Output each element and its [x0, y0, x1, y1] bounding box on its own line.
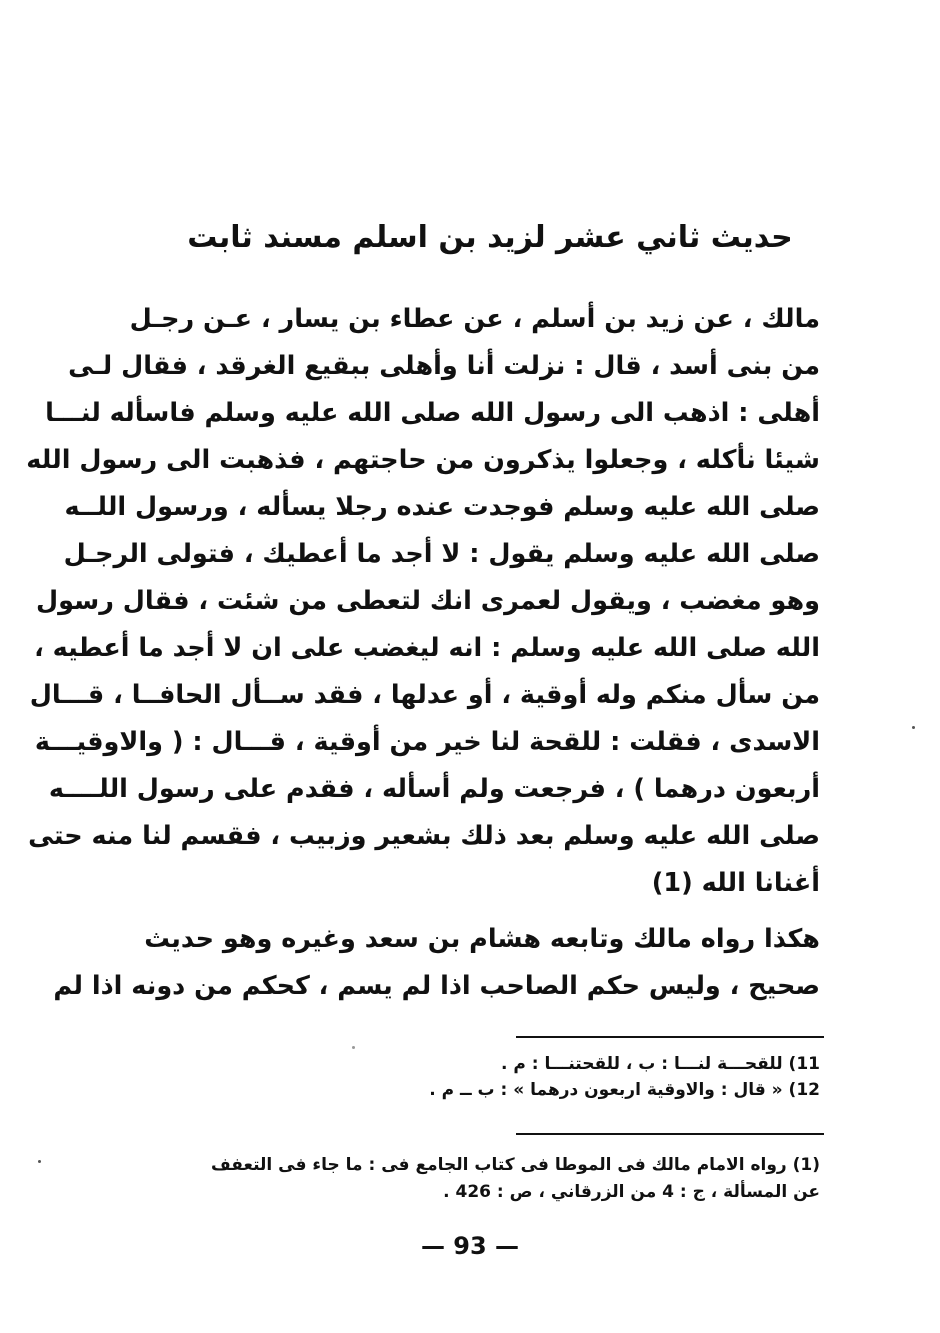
scan-speck — [352, 1046, 355, 1049]
narration-line: صلى الله عليه وسلم يقول : لا أجد ما أعطيك ، فتولى الرجـل — [63, 539, 820, 569]
footnotes — [180, 1152, 820, 1206]
footnote-line: (1) رواه الامام مالك فى الموطا فى كتاب الجامع فى : ما جاء فى التعفف — [211, 1155, 820, 1175]
commentary-line: هكذا رواه مالك وتابعه هشام بن سعد وغيره وهو حديث — [144, 924, 820, 954]
narration-line: صلى الله عليه وسلم فوجدت عنده رجلا يسأله ، ورسول اللــه — [64, 492, 820, 522]
page-number: — 93 — — [420, 1232, 520, 1260]
chapter-heading: حديث ثاني عشر لزيد بن اسلم مسند ثابت — [187, 220, 793, 255]
commentary-paragraph — [53, 916, 820, 1010]
narration-line: أهلى : اذهب الى رسول الله صلى الله عليه وسلم فاسأله لنـــا — [45, 398, 820, 428]
footnote-line: عن المسألة ، ج : 4 من الزرقاني ، ص : 426 . — [443, 1182, 820, 1202]
narration-line: الاسدى ، فقلت : للقحة لنا خير من أوقية ، قـــال : ( والاوقيـــة — [34, 727, 820, 757]
narration-line: من سأل منكم وله أوقية ، أو عدلها ، فقد ســأل الحافــا ، قـــال — [29, 680, 820, 710]
narration-line: من بنى أسد ، قال : نزلت أنا وأهلى ببقيع الغرقد ، فقال لـى — [68, 351, 820, 381]
narration-line: شيئا نأكله ، وجعلوا يذكرون من حاجتهم ، فذهبت الى رسول الله — [26, 445, 820, 475]
narration-line: أربعون درهما ) ، فرجعت ولم أسأله ، فقدم على رسول اللــــه — [48, 774, 820, 804]
variant-note: 11) للقحـــة لنـــا : ب ، للقحتنـــا : م . — [501, 1054, 820, 1074]
scan-speck — [912, 726, 915, 729]
variant-notes — [180, 1051, 820, 1103]
footnotes-divider — [516, 1133, 824, 1135]
narration-line: أغنانا الله (1) — [651, 868, 820, 898]
hadith-narration — [26, 296, 820, 907]
variant-note: 12) « قال : والاوقية اربعون درهما » : ب ــ م . — [429, 1080, 820, 1100]
scan-speck — [38, 1160, 41, 1163]
narration-line: مالك ، عن زيد بن أسلم ، عن عطاء بن يسار ، عـن رجـل — [129, 304, 820, 334]
commentary-line: صحيح ، وليس حكم الصاحب اذا لم يسم ، كحكم من دونه اذا لم — [53, 971, 820, 1001]
narration-line: وهو مغضب ، ويقول لعمرى انك لتعطى من شئت ، فقال رسول — [36, 586, 820, 616]
narration-line: الله صلى الله عليه وسلم : انه ليغضب على ان لا أجد ما أعطيه ، — [34, 633, 820, 663]
narration-line: صلى الله عليه وسلم بعد ذلك بشعير وزبيب ، فقسم لنا منه حتى — [28, 821, 820, 851]
variants-divider — [516, 1036, 824, 1038]
